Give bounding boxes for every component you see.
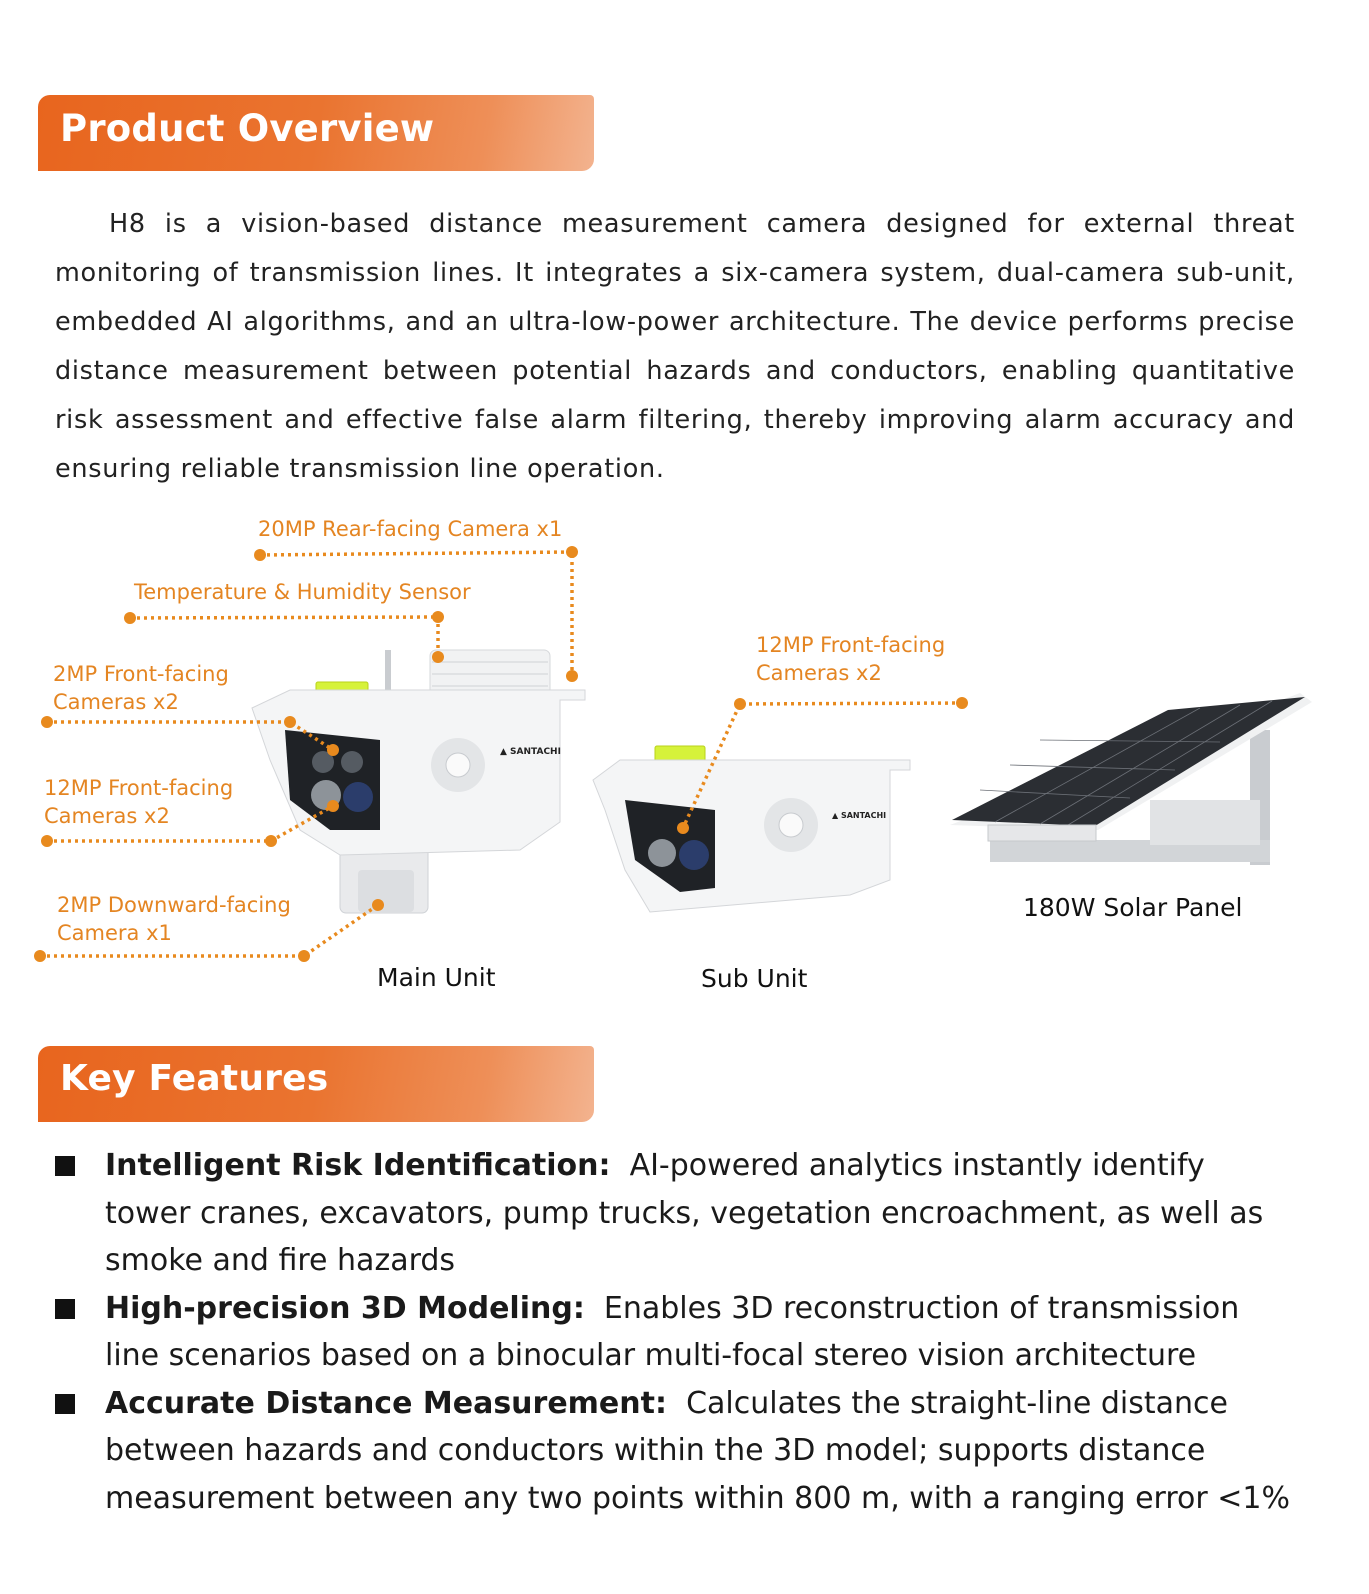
main-unit-image <box>252 650 585 913</box>
callout-line-2: Cameras x2 <box>44 804 170 828</box>
callout-line-2: Cameras x2 <box>756 661 882 685</box>
caption-sub-unit: Sub Unit <box>701 964 808 993</box>
sub-unit-image <box>593 746 910 912</box>
callout-line-1: 2MP Downward-facing <box>57 893 291 917</box>
callout-line-2: Camera x1 <box>57 921 172 945</box>
solar-panel-image <box>950 693 1312 865</box>
feature-title: Intelligent Risk Identification: <box>105 1148 611 1183</box>
callout-line-1: 2MP Front-facing <box>53 662 229 686</box>
feature-item <box>55 1142 1295 1285</box>
square-bullet-icon <box>55 1394 75 1414</box>
callout-line-1: 12MP Front-facing <box>756 633 946 657</box>
caption-main-unit: Main Unit <box>377 963 496 992</box>
section-title: Product Overview <box>60 107 435 150</box>
feature-title: Accurate Distance Measurement: <box>105 1385 667 1421</box>
callout-rear-camera: 20MP Rear-facing Camera x1 <box>258 517 563 541</box>
feature-text: Enables 3D reconstruction of transmission line scenarios based on a binocular multi-focal stereo vision architecture <box>105 1290 1240 1373</box>
square-bullet-icon <box>55 1156 75 1176</box>
section-title: Key Features <box>60 1058 329 1099</box>
callout-line-1: 12MP Front-facing <box>44 776 234 800</box>
key-features-banner <box>38 1046 594 1122</box>
feature-title: High-precision 3D Modeling: <box>105 1290 585 1326</box>
callout-2mp-downward <box>57 891 291 947</box>
feature-item <box>55 1285 1295 1380</box>
overview-text: H8 is a vision-based distance measurement camera designed for external threat monitoring of transmission lines. It integrates a six-camera system, dual-camera sub-unit, embedded AI algorithms, and an ultra-low-power architecture. The device performs precise distance measurement between potential hazards and conductors, enabling quantitative risk assessment and effective false alarm filtering, thereby improving alarm accuracy and ensuring reliable transmission line operation. <box>55 209 1295 484</box>
feature-text: Calculates the straight-line distance between hazards and conductors within the 3D model; supports distance measurement between any two points within 800 m, with a ranging error <1% <box>105 1385 1290 1516</box>
caption-solar-panel: 180W Solar Panel <box>1023 893 1243 922</box>
square-bullet-icon <box>55 1299 75 1319</box>
callout-line-2: Cameras x2 <box>53 690 179 714</box>
feature-text: AI-powered analytics instantly identify tower cranes, excavators, pump trucks, vegetation encroachment, as well as smoke and fire hazards <box>105 1148 1264 1278</box>
callout-2mp-front <box>53 660 229 716</box>
svg-text:▲ SANTACHI: ▲ SANTACHI <box>832 811 887 820</box>
feature-item <box>55 1380 1295 1523</box>
callout-12mp-front <box>44 774 233 830</box>
callout-sub-12mp-front <box>756 631 945 687</box>
feature-list <box>55 1142 1295 1522</box>
svg-text:▲ SANTACHI: ▲ SANTACHI <box>500 747 561 757</box>
callout-temp-humidity-sensor: Temperature & Humidity Sensor <box>134 580 471 604</box>
